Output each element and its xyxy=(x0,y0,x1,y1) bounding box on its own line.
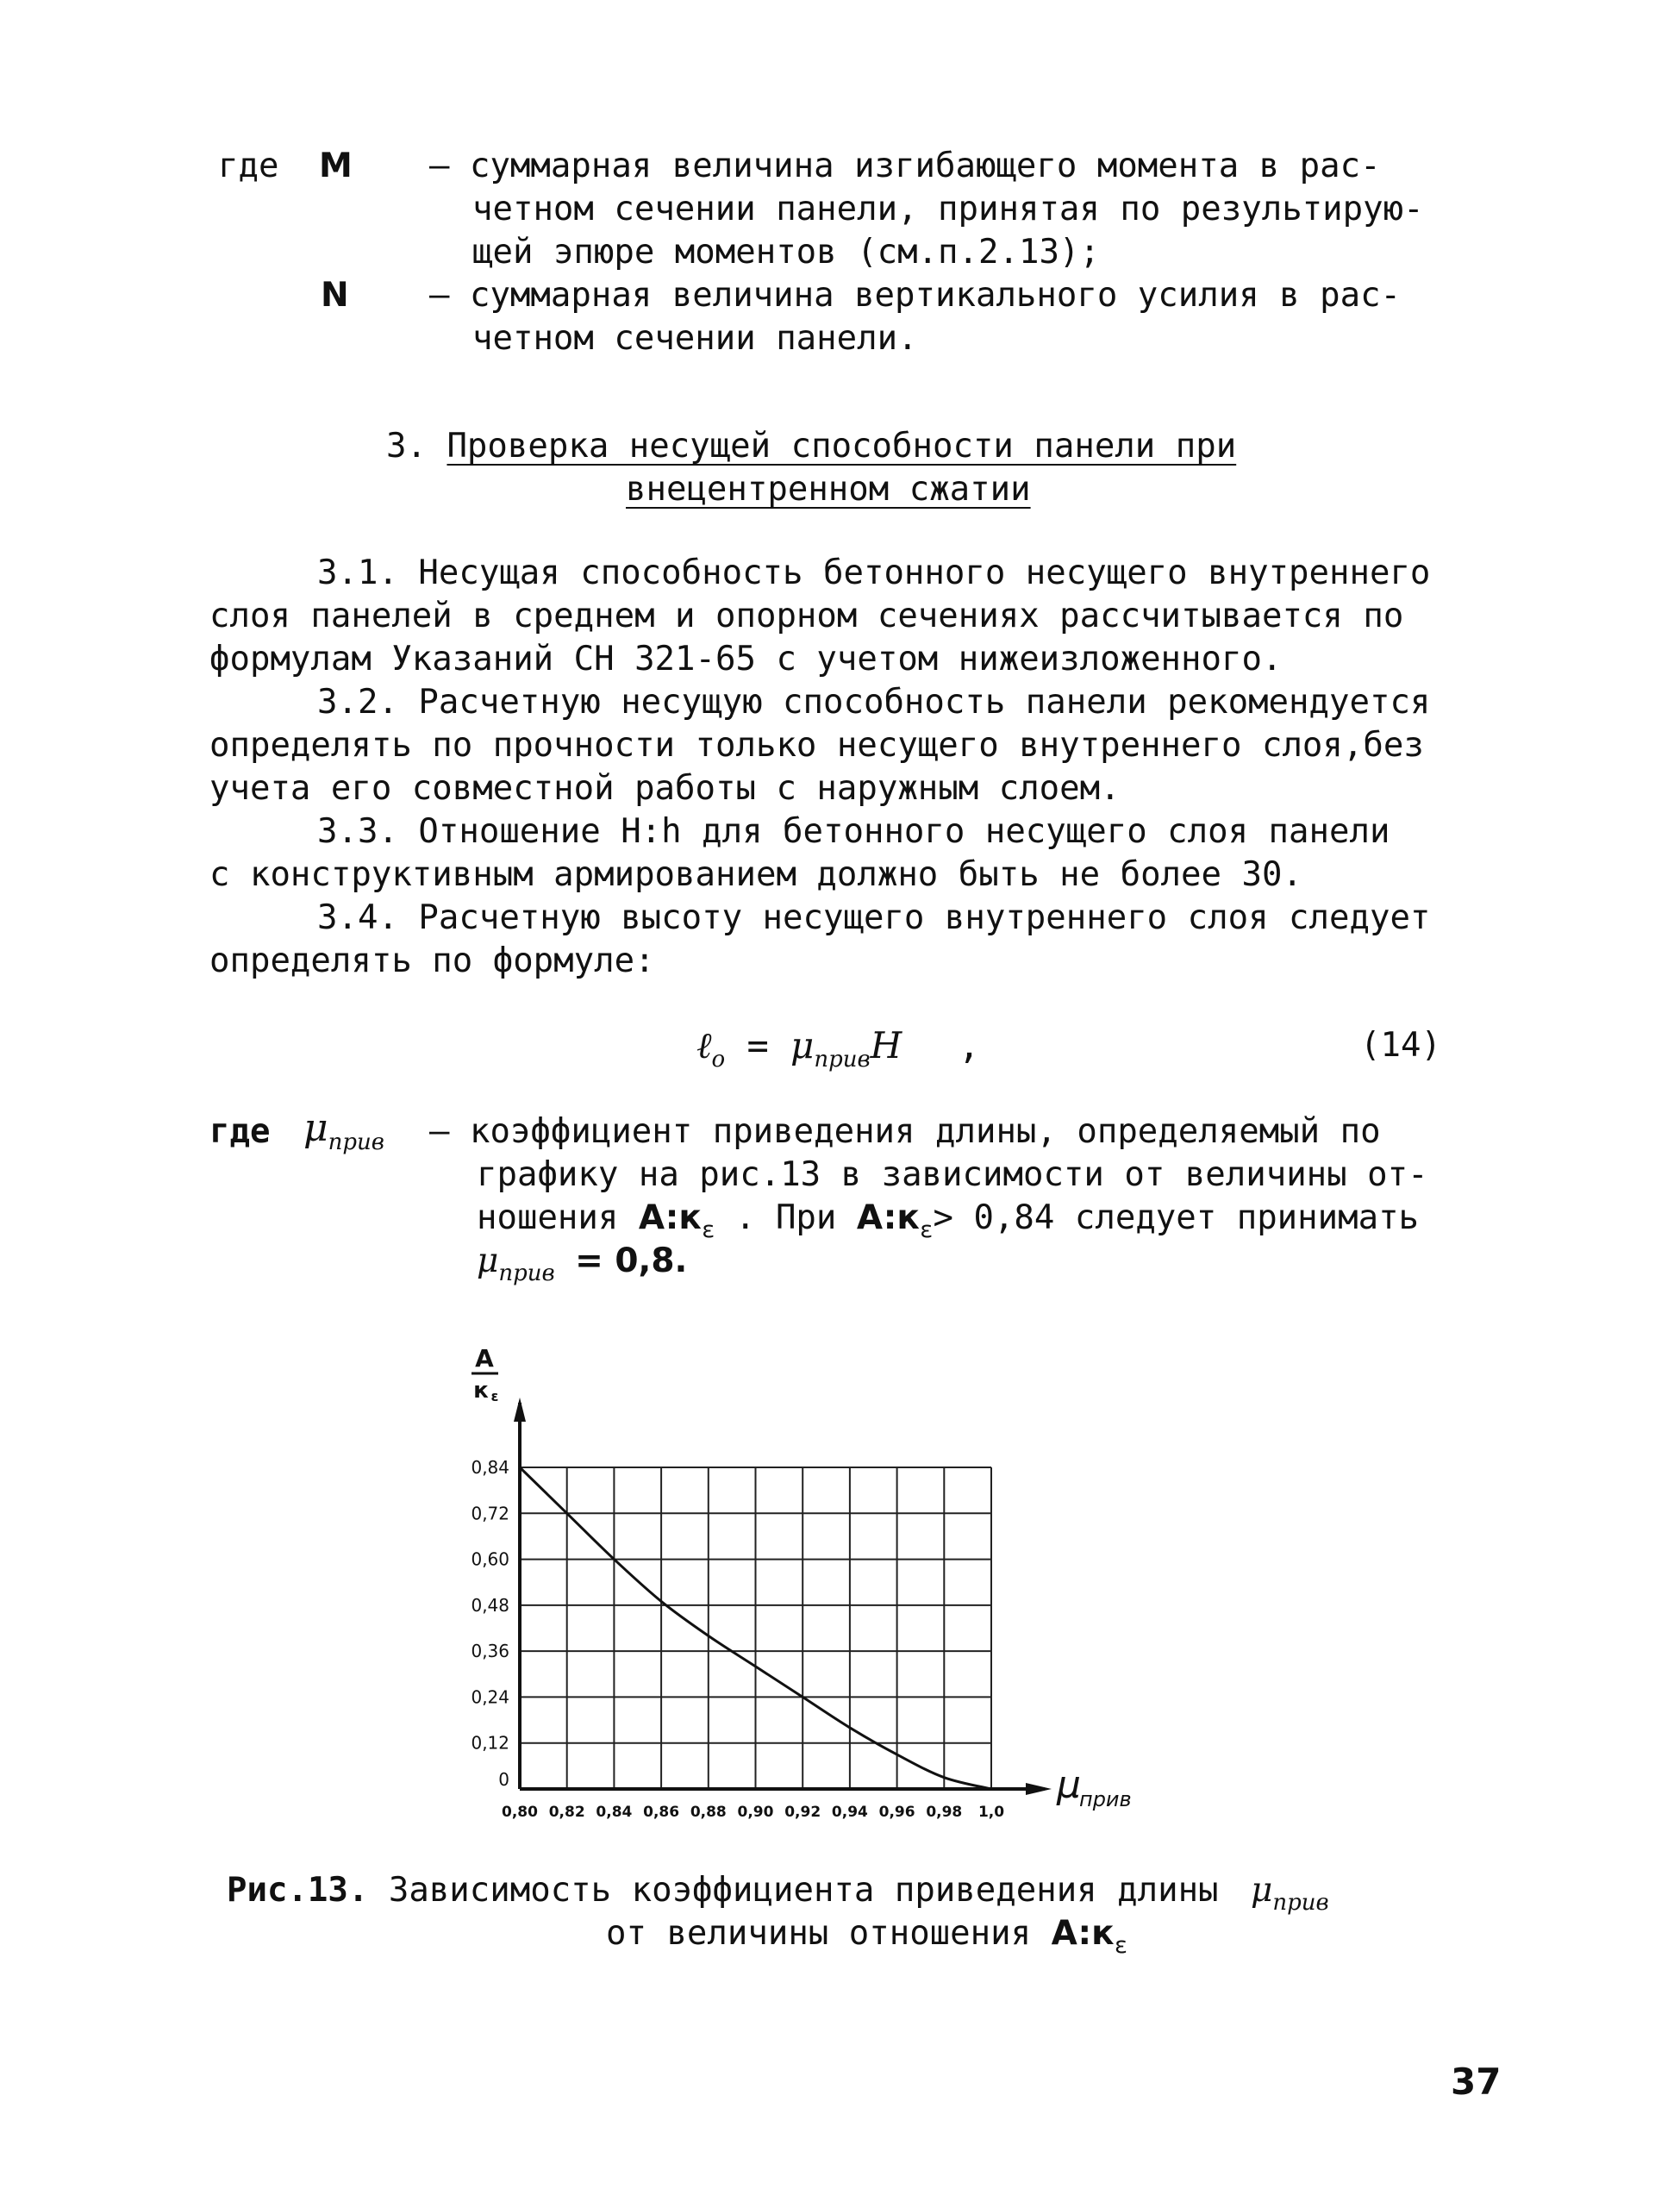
def-term-n: N xyxy=(321,276,349,315)
y-tick-label: 0,48 xyxy=(471,1594,509,1616)
def-m-line3: щей эпюре моментов (см.п.2.13); xyxy=(472,233,1100,272)
chart-mu-vs-ratio xyxy=(431,1332,1190,1832)
x-tick-label: 0,90 xyxy=(737,1804,774,1821)
x-axis-label: μ xyxy=(1057,1763,1081,1807)
def-mu-line4-mu: μ xyxy=(477,1241,499,1280)
x-tick-label: 0,96 xyxy=(878,1804,915,1821)
def-mu-line1: – коэффициент приведения длины, определяемый по xyxy=(429,1112,1381,1151)
caption-mu-sub: прив xyxy=(1272,1890,1329,1916)
formula-eq: = xyxy=(746,1024,769,1066)
def-term-mu xyxy=(303,1107,384,1164)
y-tick-label: 0 xyxy=(498,1769,509,1790)
y-tick-label: 0,72 xyxy=(471,1503,509,1524)
para-3-4-line2: определять по формуле: xyxy=(209,941,655,980)
formula-rhs: H xyxy=(870,1024,902,1066)
caption-ratio-sub: ε xyxy=(1114,1933,1128,1959)
formula-number: (14) xyxy=(1360,1026,1441,1065)
x-tick-label: 0,92 xyxy=(784,1804,821,1821)
def-mu-symbol: μ xyxy=(303,1106,328,1150)
formula-14 xyxy=(696,1024,980,1081)
chart-axis-labels xyxy=(472,1344,1132,1811)
para-3-1-line1: 3.1. Несущая способность бетонного несущего внутреннего xyxy=(317,554,1431,592)
x-tick-label: 0,88 xyxy=(690,1804,727,1821)
section-title-line1: Проверка несущей способности панели при xyxy=(447,427,1237,466)
y-axis-label-denominator-sub: ε xyxy=(490,1388,499,1404)
formula-lhs: ℓ xyxy=(696,1024,712,1066)
x-tick-label: 0,86 xyxy=(643,1804,680,1821)
y-axis-label-denominator: к xyxy=(473,1378,489,1404)
where-word-2: где xyxy=(209,1112,271,1151)
para-3-1-line2: слоя панелей в среднем и опорном сечениях рассчитывается по xyxy=(209,597,1404,635)
x-axis-label-sub: прив xyxy=(1079,1787,1132,1811)
def-mu-sub: прив xyxy=(328,1129,384,1155)
caption-mu: μ xyxy=(1251,1871,1273,1910)
def-n-line1: – суммарная величина вертикального усилия в рас- xyxy=(429,276,1402,315)
y-tick-label: 0,12 xyxy=(471,1732,509,1754)
def-mu-line2: графику на рис.13 в зависимости от величины от- xyxy=(477,1155,1428,1194)
x-tick-label: 0,84 xyxy=(596,1804,633,1821)
para-3-3-line1: 3.3. Отношение H:h для бетонного несущего слоя панели xyxy=(317,812,1390,851)
def-n-line2: четном сечении панели. xyxy=(472,319,918,358)
x-tick-label: 0,98 xyxy=(926,1804,963,1821)
para-3-2-line1: 3.2. Расчетную несущую способность панели рекомендуется xyxy=(317,683,1431,722)
def-m-line1: – суммарная величина изгибающего момента в рас- xyxy=(429,147,1381,185)
def-mu-ratio-2: A:к xyxy=(856,1198,920,1237)
formula-lhs-sub: o xyxy=(711,1047,726,1073)
para-3-2-line2: определять по прочности только несущего внутреннего слоя,без xyxy=(209,726,1424,765)
def-term-m: M xyxy=(319,147,353,185)
where-word: где xyxy=(218,147,279,185)
x-tick-label: 0,80 xyxy=(502,1804,538,1821)
chart-y-ticks xyxy=(471,1457,509,1790)
x-tick-label: 0,94 xyxy=(831,1804,868,1821)
caption-label: Рис.13. xyxy=(227,1871,369,1910)
def-mu-line4-sub: прив xyxy=(498,1260,555,1286)
figure-caption-line2 xyxy=(606,1912,1127,1967)
formula-mu-sub: прив xyxy=(814,1047,871,1073)
caption-text1: Зависимость коэффициента приведения длины xyxy=(388,1871,1219,1910)
chart-x-ticks xyxy=(502,1804,1004,1821)
chart-axes xyxy=(514,1398,1052,1795)
para-3-1-line3: формулам Указаний СН 321-65 с учетом нижеизложенного. xyxy=(209,640,1283,679)
page-number: 37 xyxy=(1451,2061,1502,2103)
caption-text2: от величины отношения xyxy=(606,1914,1032,1953)
def-mu-line3-c: > 0,84 следует принимать xyxy=(933,1198,1420,1237)
section-number: 3. xyxy=(386,427,427,466)
def-mu-ratio-1-sub: ε xyxy=(701,1217,715,1243)
para-3-3-line2: с конструктивным армированием должно быть не более 30. xyxy=(209,855,1302,894)
y-axis-arrow xyxy=(514,1398,526,1422)
y-tick-label: 0,24 xyxy=(471,1686,509,1708)
def-mu-line4 xyxy=(477,1240,687,1295)
y-tick-label: 0,84 xyxy=(471,1457,509,1478)
def-m-line2: четном сечении панели, принятая по результирую- xyxy=(472,190,1424,228)
y-tick-label: 0,60 xyxy=(471,1548,509,1570)
def-mu-ratio-1: A:к xyxy=(638,1198,702,1237)
y-tick-label: 0,36 xyxy=(471,1641,509,1662)
x-axis-arrow xyxy=(1026,1783,1052,1795)
para-3-2-line3: учета его совместной работы с наружным слоем. xyxy=(209,769,1121,808)
formula-comma: , xyxy=(958,1024,980,1066)
caption-ratio: A:к xyxy=(1051,1914,1115,1953)
x-tick-label: 1,0 xyxy=(977,1804,1005,1821)
def-mu-line3-a: ношения xyxy=(477,1198,619,1237)
section-title-line2: внецентренном сжатии xyxy=(626,470,1031,509)
y-axis-label-numerator: A xyxy=(475,1344,494,1373)
x-tick-label: 0,82 xyxy=(548,1804,585,1821)
section-heading-line1 xyxy=(386,425,1236,468)
def-mu-line3-b: . При xyxy=(734,1198,837,1237)
def-mu-ratio-2-sub: ε xyxy=(919,1217,934,1243)
chart-grid xyxy=(520,1467,991,1789)
formula-mu: μ xyxy=(790,1024,815,1066)
def-mu-line4-val: = 0,8. xyxy=(575,1241,688,1280)
para-3-4-line1: 3.4. Расчетную высоту несущего внутреннего слоя следует xyxy=(317,898,1431,937)
